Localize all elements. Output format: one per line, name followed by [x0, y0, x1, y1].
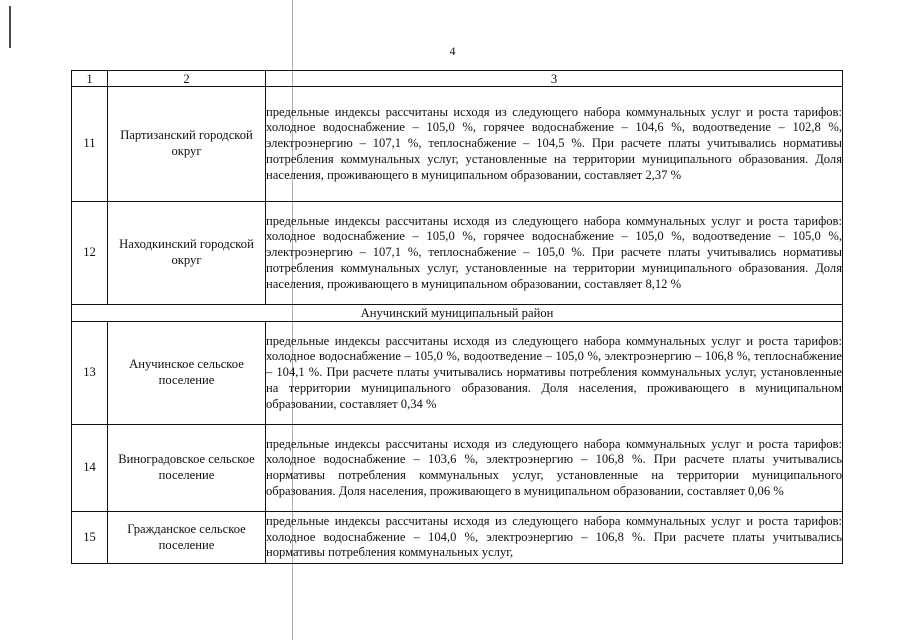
row-number: 15	[72, 512, 108, 564]
table-header-row	[72, 71, 843, 87]
municipality-name: Анучинское сельское поселение	[108, 322, 266, 425]
region-row	[72, 305, 843, 322]
table-row	[72, 322, 843, 425]
table-row	[72, 512, 843, 564]
header-col-1: 1	[72, 71, 108, 87]
table-row	[72, 87, 843, 202]
municipality-name: Партизанский городской округ	[108, 87, 266, 202]
tariff-description: предельные индексы рассчитаны исходя из следующего набора коммунальных услуг и роста тарифов: холодное водоснабжение – 105,0 %, водоотведение – 105,0 %, электроэнергию – 106,8 %, теплоснабжение – 104,1 %. При расчете платы учитывались нормативы потребления коммунальных услуг, установленные на территории муниципального образования. Доля населения, проживающего в муниципальном образовании, составляет 0,34 %	[266, 322, 843, 425]
tariff-description: предельные индексы рассчитаны исходя из следующего набора коммунальных услуг и роста тарифов: холодное водоснабжение – 104,0 %, электроэнергию – 106,8 %. При расчете платы учитывались нормативы потребления коммунальных услуг,	[266, 512, 843, 564]
page-number: 4	[449, 44, 456, 58]
table-row	[72, 425, 843, 512]
tariff-description: предельные индексы рассчитаны исходя из следующего набора коммунальных услуг и роста тарифов: холодное водоснабжение – 103,6 %, электроэнергию – 106,8 %. При расчете платы учитывались нормативы потребления коммунальных услуг, установленные на территории муниципального образования. Доля населения, проживающего в муниципальном образовании, составляет 0,06 %	[266, 425, 843, 512]
row-number: 13	[72, 322, 108, 425]
municipality-name: Виноградовское сельское поселение	[108, 425, 266, 512]
region-title: Анучинский муниципальный район	[72, 305, 843, 322]
tariff-description: предельные индексы рассчитаны исходя из следующего набора коммунальных услуг и роста тарифов: холодное водоснабжение – 105,0 %, горячее водоснабжение – 105,0 %, водоотведение – 105,0 %, электроэнергию – 107,1 %, теплоснабжение – 105,0 %. При расчете платы учитывались нормативы потребления коммунальных услуг, установленные на территории муниципального образования. Доля населения, проживающего в муниципальном образовании, составляет 8,12 %	[266, 202, 843, 305]
row-number: 12	[72, 202, 108, 305]
municipality-name: Находкинский городской округ	[108, 202, 266, 305]
table-row	[72, 202, 843, 305]
row-number: 14	[72, 425, 108, 512]
header-col-2: 2	[108, 71, 266, 87]
tariff-table	[71, 70, 843, 564]
tariff-description: предельные индексы рассчитаны исходя из следующего набора коммунальных услуг и роста тарифов: холодное водоснабжение – 105,0 %, горячее водоснабжение – 104,6 %, водоотведение – 102,8 %, электроэнергию – 107,1 %, теплоснабжение – 104,5 %. При расчете платы учитывались нормативы потребления коммунальных услуг, установленные на территории муниципального образования. Доля населения, проживающего в муниципальном образовании, составляет 2,37 %	[266, 87, 843, 202]
municipality-name: Гражданское сельское поселение	[108, 512, 266, 564]
header-col-3: 3	[266, 71, 843, 87]
row-number: 11	[72, 87, 108, 202]
scan-artifact-left	[9, 6, 11, 48]
